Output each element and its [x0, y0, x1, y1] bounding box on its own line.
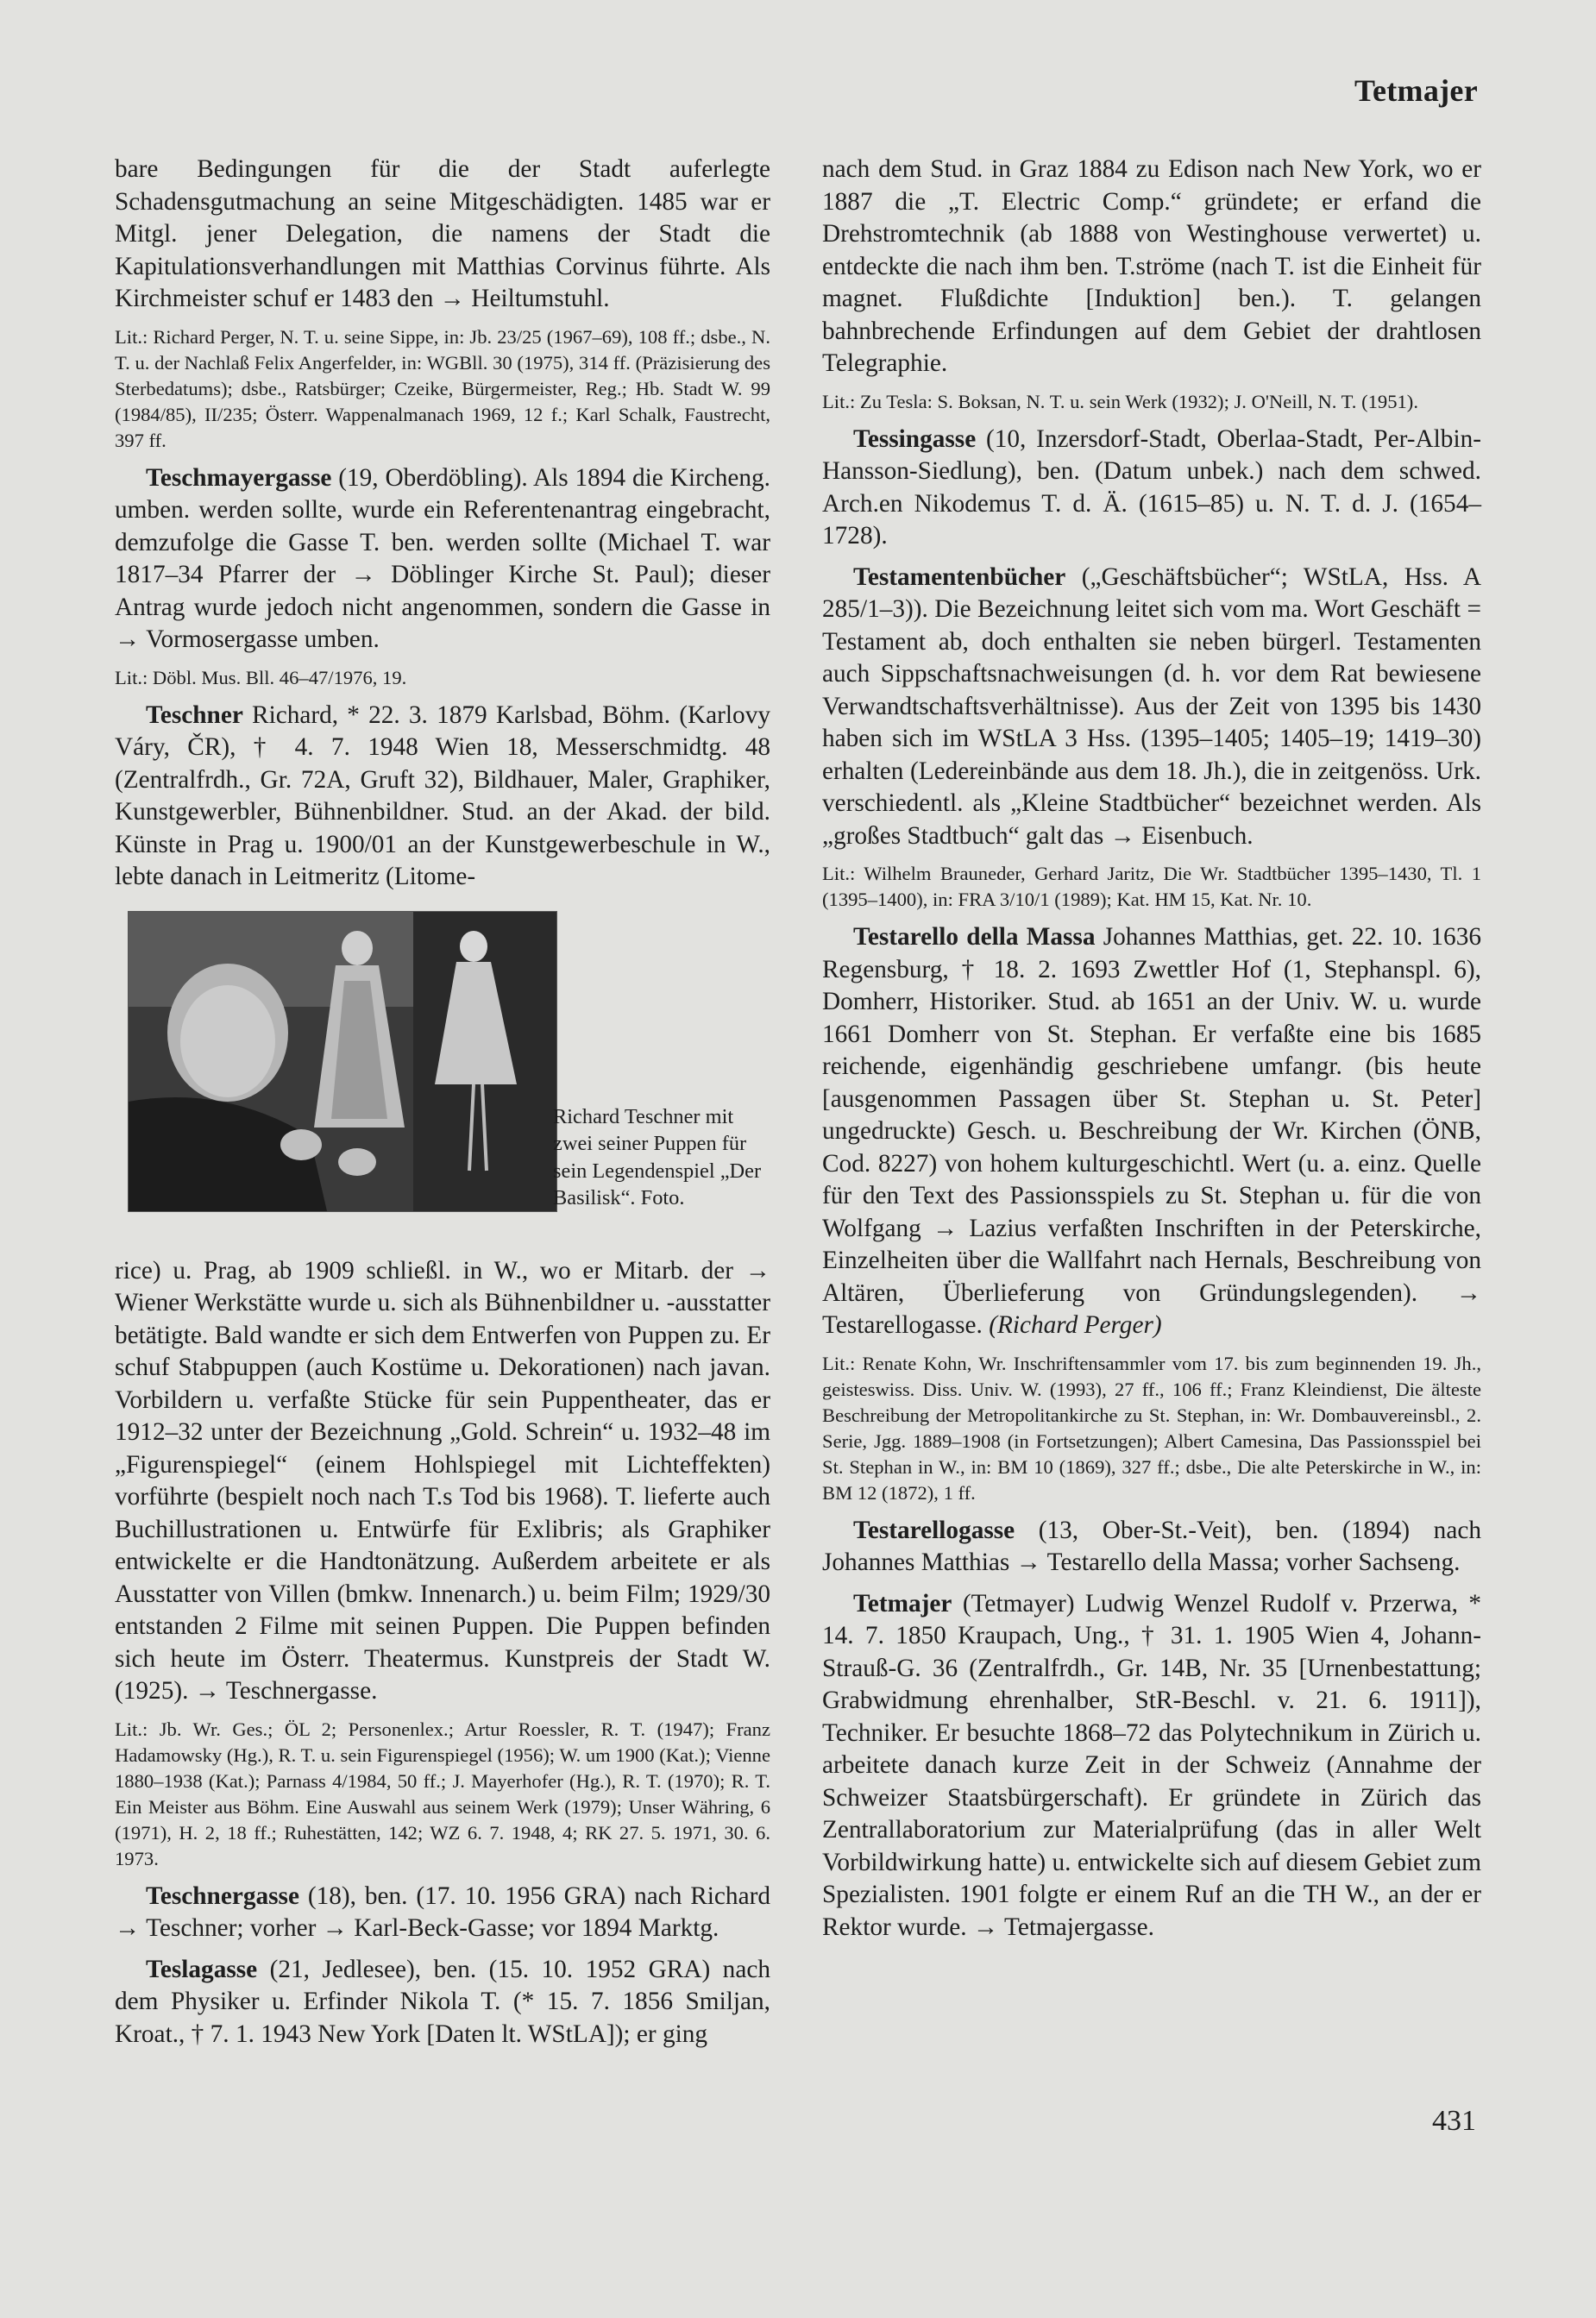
entry-headword: Tetmajer	[853, 1589, 952, 1618]
teschner-photo	[128, 911, 557, 1212]
entry-teschner-continued: rice) u. Prag, ab 1909 schließl. in W., wo er Mitarb. der → Wiener Werkstätte wurde u. sich als Bühnenbildner u. -ausstatter betätigte. Bald wandte er sich dem Entwerfen von Puppen zu. Er schuf Stabpuppen (auch Kostüme u. Dekorationen) nach javan. Vorbildern u. verfaßte Stücke für sein Puppentheater, das er 1912–32 unter der Bezeichnung „Gold. Schrein“ u. 1932–48 im „Figurenspiegel“ (einem Hohlspiegel mit Lichteffekten) vorführte (bespielt noch nach T.s Tod bis 1968). T. lieferte auch Buchillustrationen u. Entwürfe für Exlibris; als Graphiker entwickelte er die Handtonätzung. Außerdem arbeitete er als Ausstatter von Villen (bmkw. Innenarch.) u. beim Film; 1929/30 entstanden 2 Filme mit seinen Puppen. Die Puppen befinden sich heute im Österr. Theatermus. Kunstpreis der Stadt W. (1925). → Teschnergasse.	[115, 1256, 770, 1705]
entry-teslagasse	[115, 1954, 770, 2051]
literature-note: Lit.: Zu Tesla: S. Boksan, N. T. u. sein Werk (1932); J. O'Neill, N. T. (1951).	[822, 390, 1418, 412]
right-column	[822, 154, 1481, 1944]
entry-teschmayergasse	[115, 462, 770, 656]
entry-headword: Teschnergasse	[146, 1881, 299, 1910]
entry-text: (Tetmayer) Ludwig Wenzel Rudolf v. Przerwa, * 14. 7. 1850 Kraupach, Ung., † 31. 1. 1905 Wien 4, Johann-Strauß-G. 36 (Zentralfrdh., Gr. 14B, Nr. 35 [Urnenbestattung; Grabwidmung ehrenhalber, StR-Beschl. v. 21. 6. 1911]), Techniker. Er besuchte 1868–72 das Polytechnikum in Zürich u. arbeitete danach kurze Zeit in der Schweiz (Annahme der Schweizer Staatsbürgerschaft). Er gründete in Zürich das Zentrallaboratorium zur Materialprüfung (das in aller Welt Vorbildwirkung hatte) u. entwickelte sich auf diesem Gebiet zum Spezialisten. 1901 folgte er einem Ruf an die TH W., an der er Rektor wurde. → Tetmajergasse.	[822, 1589, 1481, 1941]
entry-headword: Testamentenbücher	[853, 562, 1066, 591]
entry-tessingasse	[822, 424, 1481, 553]
entry-testarello-della-massa	[822, 921, 1481, 1342]
entry-author: (Richard Perger)	[989, 1311, 1162, 1339]
literature-note: Lit.: Renate Kohn, Wr. Inschriftensammler vom 17. bis zum beginnenden 19. Jh., geisteswiss. Diss. Univ. W. (1993), 27 ff., 106 ff.; Franz Kleindienst, Die älteste Beschreibung der Metropolitankirche zu St. Stephan, in: Wr. Dombauvereinsbl., 2. Serie, Jgg. 1889–1908 (in Fortsetzungen); Albert Camesina, Das Passionsspiel bei St. Stephan in W., in: BM 10 (1869), 327 ff.; dsbe., Die alte Peterskirche in W., in: BM 12 (1872), 1 ff.	[822, 1352, 1481, 1504]
photo-figure	[115, 911, 770, 1243]
entry-text: (18), ben. (17. 10. 1956 GRA) nach Richard → Teschner; vorher → Karl-Beck-Gasse; vor 1894 Marktg.	[115, 1881, 770, 1942]
left-column	[115, 154, 770, 2051]
entry-headword: Tessingasse	[853, 424, 977, 453]
entry-teschnergasse	[115, 1881, 770, 1945]
entry-text: Richard, * 22. 3. 1879 Karlsbad, Böhm. (Karlovy Váry, ČR), † 4. 7. 1948 Wien 18, Messerschmidtg. 48 (Zentralfrdh., Gr. 72A, Gruft 32), Bildhauer, Maler, Graphiker, Kunstgewerbler, Bühnenbildner. Stud. an der Akad. der bild. Künste in Prag u. 1900/01 an der Kunstgewerbeschule in W., lebte danach in Leitmeritz (Litome-	[115, 700, 770, 890]
entry-text: (10, Inzersdorf-Stadt, Oberlaa-Stadt, Per-Albin-Hansson-Siedlung), ben. (Datum unbek.) nach dem schwed. Arch.en Nikodemus T. d. Ä. (1615–85) u. N. T. d. J. (1654–1728).	[822, 424, 1481, 550]
paragraph-continuation: bare Bedingungen für die der Stadt auferlegte Schadensgutmachung an seine Mitgeschädigten. 1485 war er Mitgl. jener Delegation, die namens der Stadt die Kapitulationsverhandlungen mit Matthias Corvinus führte. Als Kirchmeister schuf er 1483 den → Heiltumstuhl.	[115, 155, 770, 312]
entry-testamentenbuecher	[822, 562, 1481, 853]
page-number: 431	[1432, 2105, 1476, 2137]
paragraph-continuation: nach dem Stud. in Graz 1884 zu Edison nach New York, wo er 1887 die „T. Electric Comp.“ gründete; er erfand die Drehstromtechnik (ab 1888 von Westinghouse verwertet) u. entdeckte die nach ihm ben. T.ströme (nach T. ist die Einheit für magnet. Flußdichte [Induktion] ben.). T. gelangen bahnbrechende Erfindungen auf dem Gebiet der drahtlosen Telegraphie.	[822, 155, 1481, 377]
literature-note: Lit.: Döbl. Mus. Bll. 46–47/1976, 19.	[115, 666, 407, 688]
literature-note: Lit.: Wilhelm Brauneder, Gerhard Jaritz, Die Wr. Stadtbücher 1395–1430, Tl. 1 (1395–1400), in: FRA 3/10/1 (1989); Kat. HM 15, Kat. Nr. 10.	[822, 863, 1481, 910]
literature-note: Lit.: Richard Perger, N. T. u. seine Sippe, in: Jb. 23/25 (1967–69), 108 ff.; dsbe., N. T. u. der Nachlaß Felix Angerfelder, in: WGBll. 30 (1975), 314 ff. (Präzisierung des Sterbedatums); dsbe., Ratsbürger; Czeike, Bürgermeister, Reg.; Hb. Stadt W. 99 (1984/85), II/235; Österr. Wappenalmanach 1969, 12 f.; Karl Schalk, Faustrecht, 397 ff.	[115, 325, 770, 451]
entry-headword: Testarellogasse	[853, 1516, 1015, 1544]
entry-tetmajer	[822, 1588, 1481, 1944]
entry-text: („Geschäftsbücher“; WStLA, Hss. A 285/1–3)). Die Bezeichnung leitet sich vom ma. Wort Geschäft = Testament ab, doch enthalten sie neben bürgerl. Testamenten auch Sippschaftsnachweisungen (d. h. vor dem Rat bewiesene Verwandtschaftsverhältnisse). Aus der Zeit von 1395 bis 1430 haben sich im WStLA 3 Hss. (1395–1405; 1405–19; 1419–30) erhalten (Ledereinbände aus dem 18. Jh.), die in zeitgenöss. Urk. verschiedentl. als „Kleine Stadtbücher“ bezeichnet werden. Als „großes Stadtbuch“ galt das → Eisenbuch.	[822, 562, 1481, 850]
entry-teschner	[115, 700, 770, 894]
entry-text: (13, Ober-St.-Veit), ben. (1894) nach Johannes Matthias → Testarello della Massa; vorher Sachseng.	[822, 1516, 1481, 1576]
entry-headword: Teschner	[146, 700, 243, 729]
photo-caption: Richard Teschner mit zwei seiner Puppen für sein Legendenspiel „Der Basilisk“. Foto.	[553, 1104, 762, 1209]
literature-note: Lit.: Jb. Wr. Ges.; ÖL 2; Personenlex.; Artur Roessler, R. T. (1947); Franz Hadamowsky (Hg.), R. T. u. sein Figurenspiegel (1956); W. um 1900 (Kat.); Vienne 1880–1938 (Kat.); Parnass 4/1984, 50 ff.; J. Mayerhofer (Hg.), R. T. (1970); R. T. Ein Meister aus Böhm. Eine Auswahl aus seinem Werk (1979); Unser Währing, 6 (1971), H. 2, 18 ff.; Ruhestätten, 142; WZ 6. 7. 1948, 4; RK 27. 5. 1971, 30. 6. 1973.	[115, 1718, 770, 1869]
entry-headword: Teslagasse	[146, 1955, 258, 1983]
entry-text: (19, Oberdöbling). Als 1894 die Kircheng. umben. werden sollte, wurde ein Referentenantrag eingebracht, demzufolge die Gasse T. ben. werden sollte (Michael T. war 1817–34 Pfarrer der → Döblinger Kirche St. Paul); dieser Antrag wurde jedoch nicht angenommen, sondern die Gasse in → Vormosergasse umben.	[115, 463, 770, 653]
entry-text: Johannes Matthias, get. 22. 10. 1636 Regensburg, † 18. 2. 1693 Zwettler Hof (1, Stephanspl. 6), Domherr, Historiker. Stud. ab 1651 an der Univ. W. u. wurde 1661 Domherr von St. Stephan. Er verfaßte eine bis 1685 reichende, eigenhändig geschriebene umfangr. (bis heute [ausgenommen Passagen über St. Stephan u. St. Peter] ungedruckte) Gesch. u. Beschreibung der Wr. Kirchen (ÖNB, Cod. 8227) von hohem kulturgeschichtl. Wert (u. a. einz. Quelle für den Text des Passionsspiels zu St. Stephan u. für die von Wolfgang → Lazius verfaßten Inschriften in der Peterskirche, Einzelheiten über die Wallfahrt nach Hernals, Beschreibung von Altären, Überlieferung von Gründungslegenden). → Testarellogasse.	[822, 923, 1481, 1339]
entry-testarellogasse	[822, 1515, 1481, 1580]
entry-headword: Teschmayergasse	[146, 463, 332, 492]
running-header: Tetmajer	[1354, 73, 1478, 108]
entry-headword: Testarello della Massa	[853, 923, 1096, 951]
entry-text: (21, Jedlesee), ben. (15. 10. 1952 GRA) nach dem Physiker u. Erfinder Nikola T. (* 15. 7. 1856 Smiljan, Kroat., † 7. 1. 1943 New York [Daten lt. WStLA]); er ging	[115, 1955, 770, 2048]
